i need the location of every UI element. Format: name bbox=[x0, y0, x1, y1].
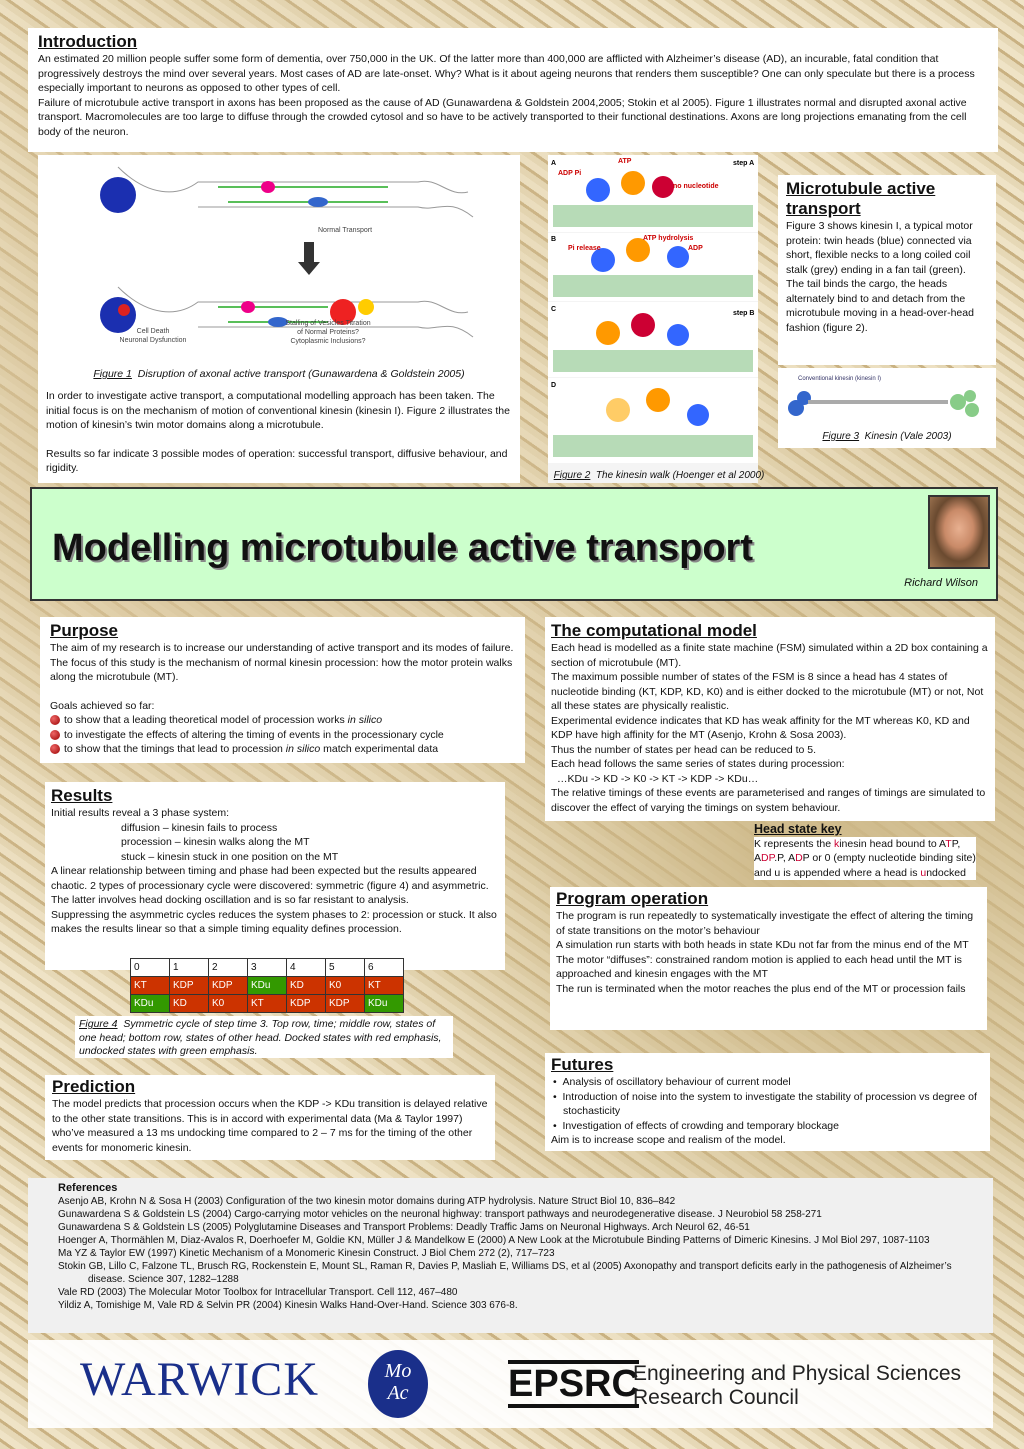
list-item: • Investigation of effects of crowding and temporary blockage bbox=[553, 1119, 839, 1132]
neuron-icon bbox=[100, 177, 136, 333]
approach-text-2: Results so far indicate 3 possible modes of operation: successful transport, diffusive behaviour, and rigidity. bbox=[46, 447, 508, 474]
reference-item: Yildiz A, Tomishige M, Vale RD & Selvin PR (2004) Kinesin Walks Hand-Over-Hand. Science 303 676-8. bbox=[58, 1300, 518, 1311]
references-title: References bbox=[58, 1182, 118, 1194]
key-part: DP bbox=[761, 852, 775, 864]
approach-text bbox=[46, 389, 512, 476]
goal-3-tail: match experimental data bbox=[320, 743, 439, 755]
reference-item: Hoenger A, Thormählen M, Diaz-Avalos R, Doerhoefer M, Goldie KN, Müller J & Mandelkow E (2000) A New Look at the Microtubule Binding Patterns of Dimeric Kinesins. J Mol Biol 297, 1087-1103 bbox=[58, 1235, 930, 1246]
table-cell: K0 bbox=[209, 995, 248, 1013]
goal-item bbox=[50, 713, 515, 728]
bullet-icon bbox=[50, 715, 60, 725]
moac-logo-line-2: Ac bbox=[387, 1382, 409, 1404]
reference-item: Asenjo AB, Krohn N & Sosa H (2003) Configuration of the two kinesin motor domains during ATP hydrolysis. Nature Struct Biol 10, 836–842 bbox=[58, 1196, 676, 1207]
key-part: ndocked bbox=[926, 866, 966, 879]
cycle-table bbox=[130, 958, 404, 1013]
state-sequence: …KDu -> KD -> K0 -> KT -> KDP -> KDu… bbox=[557, 772, 759, 785]
table-row bbox=[131, 959, 404, 977]
key-part: P, A bbox=[754, 837, 961, 864]
fig2-atp-hydrolysis: ATP hydrolysis bbox=[643, 235, 694, 242]
key-part: u bbox=[920, 866, 927, 879]
model-text-5: Each head follows the same series of states during procession: bbox=[551, 758, 845, 770]
references-panel bbox=[28, 1178, 993, 1333]
model-text-4: Thus the number of states per head can be reduced to 5. bbox=[551, 743, 817, 756]
figure3-caption bbox=[778, 430, 996, 445]
fig3-label: Conventional kinesin (kinesin I) bbox=[798, 376, 882, 382]
figure1-panel bbox=[38, 155, 520, 483]
normal-transport-label: Normal Transport bbox=[318, 227, 373, 234]
program-text-3: The motor “diffuses”: constrained random motion is applied to each head until the MT is approached and kinesin engages with the MT bbox=[556, 953, 962, 980]
table-row bbox=[131, 995, 404, 1013]
fig2-atp: ATP bbox=[618, 158, 632, 165]
mt-transport-text-2: The tail binds the cargo, the heads alternately bind to and detach from the microtubule moving in a head-over-head fashion (figure 2). bbox=[786, 278, 974, 334]
futures-item-1: Analysis of oscillatory behaviour of current model bbox=[562, 1076, 791, 1088]
table-cell: 0 bbox=[131, 959, 170, 977]
epsrc-full-name bbox=[633, 1362, 961, 1410]
phase-item: procession – kinesin walks along the MT bbox=[121, 836, 310, 848]
epsrc-logo: EPSRC bbox=[508, 1360, 639, 1408]
table-cell: KDu bbox=[248, 977, 287, 995]
results-title: Results bbox=[51, 786, 113, 805]
futures-panel bbox=[545, 1053, 990, 1151]
fig2-label-c: C bbox=[551, 306, 557, 313]
mt-transport-panel bbox=[778, 175, 996, 365]
futures-title: Futures bbox=[551, 1055, 614, 1074]
model-text-2: The maximum possible number of states of the FSM is 8 since a head has 4 states of nucleotide binding (KT, KDP, KD, K0) and is either docked to the microtubule (MT) or not, Not all these states are physically realistic. bbox=[551, 671, 984, 712]
introduction-title: Introduction bbox=[38, 32, 138, 51]
figure2-caption-number: Figure 2 bbox=[553, 470, 591, 481]
futures-item-3: Investigation of effects of crowding and temporary blockage bbox=[562, 1119, 839, 1132]
reference-item: Stokin GB, Lillo C, Falzone TL, Brusch RG, Rockenstein E, Mount SL, Raman R, Davies P, Masliah E, Williams DS, et al (2005) Axonopathy and transport deficits early in the pathogenesis of Alzheimer’s disease. Science 307, 1282–1288 bbox=[58, 1261, 952, 1285]
reference-item: Gunawardena S & Goldstein LS (2005) Polyglutamine Diseases and Transport Problems: Deadly Traffic Jams on Neuronal Highways. Arch Neurol 62, 46-51 bbox=[58, 1222, 750, 1233]
program-text-4: The run is terminated when the motor reaches the plus end of the MT or procession fails bbox=[556, 982, 966, 995]
table-cell: 4 bbox=[287, 959, 326, 977]
table-cell: KT bbox=[131, 977, 170, 995]
goal-item bbox=[50, 728, 515, 743]
introduction-text-2: Failure of microtubule active transport in axons has been proposed as the cause of AD (Gunawardena & Goldstein 2004,2005; Stokin et al 2005). Figure 1 illustrates normal and disrupted axonal active transport. Macromolecules are too large to diffuse through the crowded cytosol and so have to be actively transported to their functional destinations. Axons are long projections emanating from the cell body of the neuron. bbox=[38, 96, 967, 138]
head-state-key-title: Head state key bbox=[754, 822, 842, 836]
results-text-3: Suppressing the asymmetric cycles reduces the system phases to 2: procession or stuck. It also makes the results linear so that a simple timing equality defines procession. bbox=[51, 908, 497, 935]
phase-item: diffusion – kinesin fails to process bbox=[121, 821, 278, 834]
program-text-1: The program is run repeatedly to systematically investigate the effect of altering the timing of state transitions on the motor’s behaviour bbox=[556, 910, 974, 937]
results-text-2: A linear relationship between timing and phase had been expected but the results appeared chaotic. 2 types of processionary cycle were discovered: symmetric (figure 4) and asymmetric. The latter involves head docking oscillation and is so far resistant to analysis. bbox=[51, 865, 489, 906]
prediction-title: Prediction bbox=[52, 1077, 136, 1096]
key-part: inesin head bound to A bbox=[839, 837, 946, 850]
introduction-panel bbox=[28, 28, 998, 152]
fig2-adp-pi: ADP Pi bbox=[558, 170, 582, 177]
model-text-1: Each head is modelled as a finite state machine (FSM) simulated within a 2D box containing a section of microtubule (MT). bbox=[551, 642, 988, 669]
author-name: Richard Wilson bbox=[904, 577, 978, 589]
fig2-label-d: D bbox=[551, 382, 557, 389]
fig2-no-nucleotide: no nucleotide bbox=[673, 183, 719, 190]
cell-death-line-1: Cell Death bbox=[136, 328, 170, 335]
key-part: T bbox=[945, 837, 952, 850]
goal-3-text: to show that the timings that lead to procession bbox=[64, 743, 286, 755]
model-title: The computational model bbox=[551, 621, 757, 640]
introduction-text-1: An estimated 20 million people suffer some form of dementia, over 750,000 in the UK. Of the latter more than 400,000 are afflicted with Alzheimer’s disease (AD), an incurable, fatal condition that progressively destroys the mind over several years. Most cases of AD are late-onset. Why? What is it about ageing neurons that renders them susceptible? One can only speculate but there is a process especially important to neurons as opposed to other types of cell. bbox=[38, 53, 975, 94]
cycle-table-wrap bbox=[130, 958, 404, 1013]
results-panel bbox=[45, 782, 505, 970]
figure4-caption-text: Symmetric cycle of step time 3. Top row, time; middle row, states of one head; bottom row, states of other head. Docked states with red emphasis, undocked states with green emphasis. bbox=[79, 1018, 442, 1057]
table-cell: KDP bbox=[287, 995, 326, 1013]
key-part: K represents the bbox=[754, 837, 834, 850]
table-cell: 1 bbox=[170, 959, 209, 977]
approach-text-1: In order to investigate active transport, a computational modelling approach has been taken. The initial focus is on the mechanism of motion of conventional kinesin (kinesin I). Figure 2 illustrates the motion of kinesin’s twin motor domains along a microtubule. bbox=[46, 390, 510, 431]
prediction-panel bbox=[45, 1075, 495, 1160]
model-text-6: The relative timings of these events are parameterised and ranges of timings are simulated to discover the effect of varying the timings on system behaviour. bbox=[551, 787, 986, 814]
cell-death-line-2: Neuronal Dysfunction bbox=[119, 337, 187, 344]
table-cell: 6 bbox=[365, 959, 404, 977]
results-text-1: Initial results reveal a 3 phase system: bbox=[51, 807, 229, 819]
moac-logo bbox=[368, 1350, 428, 1418]
goal-1-italic: in silico bbox=[347, 714, 383, 726]
figure3-diagram bbox=[778, 368, 996, 426]
fig2-adp: ADP bbox=[688, 245, 703, 252]
program-panel bbox=[550, 887, 987, 1030]
title-banner bbox=[30, 487, 998, 601]
key-part: D bbox=[795, 852, 803, 864]
figure4-caption-number: Figure 4 bbox=[79, 1018, 118, 1030]
program-title: Program operation bbox=[556, 889, 709, 908]
figure1-caption bbox=[38, 367, 520, 382]
fig2-label-b: B bbox=[551, 236, 557, 243]
table-cell: 3 bbox=[248, 959, 287, 977]
model-panel bbox=[545, 617, 995, 821]
figure4-caption bbox=[75, 1016, 453, 1058]
figure3-panel bbox=[778, 368, 996, 448]
table-cell: 2 bbox=[209, 959, 248, 977]
figure2-panel bbox=[548, 155, 765, 483]
goal-item bbox=[50, 742, 515, 757]
bullet-icon bbox=[50, 744, 60, 754]
table-row bbox=[131, 977, 404, 995]
stalling-line-1: Stalling of Vesicles Titration bbox=[285, 320, 371, 327]
epsrc-name-line-1: Engineering and Physical Sciences bbox=[633, 1362, 962, 1385]
figure3-caption-number: Figure 3 bbox=[822, 431, 860, 442]
stalling-label bbox=[263, 319, 393, 346]
goals-heading: Goals achieved so far: bbox=[50, 699, 155, 712]
figure1-caption-number: Figure 1 bbox=[93, 368, 132, 380]
table-cell: KD bbox=[170, 995, 209, 1013]
model-text-3: Experimental evidence indicates that KD has weak affinity for the MT whereas K0, KD and KDP have high affinity for the MT (Asenjo, Krohn & Sosa 2003). bbox=[551, 714, 970, 741]
logo-strip bbox=[28, 1340, 993, 1428]
table-cell: KDP bbox=[209, 977, 248, 995]
stalling-line-3: Cytoplasmic Inclusions? bbox=[290, 338, 366, 345]
purpose-title: Purpose bbox=[50, 621, 119, 640]
table-cell: KDP bbox=[326, 995, 365, 1013]
head-state-key-text bbox=[754, 837, 976, 881]
fig2-label-a: A bbox=[551, 160, 557, 167]
arrow-down-icon bbox=[298, 262, 320, 275]
goal-3-italic: in silico bbox=[285, 743, 321, 755]
phase-item: stuck – kinesin stuck in one position on the MT bbox=[121, 850, 339, 863]
figure2-caption-text: The kinesin walk (Hoenger et al 2000) bbox=[595, 470, 765, 481]
program-text-2: A simulation run starts with both heads in state KDu not far from the minus end of the MT bbox=[556, 939, 969, 951]
stalling-line-2: of Normal Proteins? bbox=[297, 329, 359, 336]
mt-transport-text-1: Figure 3 shows kinesin I, a typical motor protein: twin heads (blue) connected via short, flexible necks to a long coiled coil stalk (grey) ending in a fan tail (green). bbox=[786, 220, 973, 276]
reference-item: Vale RD (2003) The Molecular Motor Toolbox for Intracellular Transport. Cell 112, 467–480 bbox=[58, 1287, 458, 1298]
figure2-caption bbox=[534, 469, 784, 484]
figure2-diagram bbox=[548, 155, 758, 465]
key-part: .P, A bbox=[774, 852, 796, 864]
table-cell: KT bbox=[248, 995, 287, 1013]
table-cell: K0 bbox=[326, 977, 365, 995]
moac-logo-line-1: Mo bbox=[384, 1360, 412, 1382]
prediction-text: The model predicts that procession occurs when the KDP -> KDu transition is delayed relative to the other state transitions. This is in accord with experimental data (Ma & Taylor 1997) who’ve measured a 13 ms undocking time compared to 2 – 7 ms for the timing of the other events for monomeric kinesin. bbox=[52, 1098, 488, 1154]
figure1-caption-text: Disruption of axonal active transport (Gunawardena & Goldstein 2005) bbox=[137, 368, 465, 380]
figure3-caption-text: Kinesin (Vale 2003) bbox=[864, 431, 952, 442]
futures-aim: Aim is to increase scope and realism of the model. bbox=[551, 1134, 786, 1146]
fig2-step-b: step B bbox=[733, 310, 755, 317]
futures-item-2: Introduction of noise into the system to investigate the stability of procession vs degree of stochasticity bbox=[562, 1090, 977, 1117]
key-part: P or 0 (empty nucleotide binding site) and u is appended where a head is bbox=[754, 852, 976, 879]
purpose-panel bbox=[40, 617, 525, 763]
table-cell: KT bbox=[365, 977, 404, 995]
purpose-text: The aim of my research is to increase our understanding of active transport and its modes of failure. The focus of this study is the mechanism of normal kinesin procession: how the motor protein walks along the microtubule (MT). bbox=[50, 642, 514, 683]
table-cell: KDP bbox=[170, 977, 209, 995]
mt-transport-title: Microtubule active transport bbox=[786, 179, 936, 218]
cell-death-label bbox=[98, 327, 208, 345]
goal-2-text: to investigate the effects of altering the timing of events in the processionary cycle bbox=[64, 728, 444, 741]
warwick-logo: WARWICK bbox=[80, 1353, 319, 1406]
reference-item: Ma YZ & Taylor EW (1997) Kinetic Mechanism of a Monomeric Kinesin Construct. J Biol Chem 272 (2), 717–723 bbox=[58, 1248, 555, 1259]
fig2-step-a: step A bbox=[733, 160, 755, 167]
table-cell: 5 bbox=[326, 959, 365, 977]
fig2-pi-release: Pi release bbox=[568, 245, 601, 252]
key-part: k bbox=[833, 837, 840, 850]
table-cell: KDu bbox=[365, 995, 404, 1013]
epsrc-name-line-2: Research Council bbox=[633, 1386, 799, 1409]
table-cell: KD bbox=[287, 977, 326, 995]
avatar bbox=[928, 495, 990, 569]
reference-item: Gunawardena S & Goldstein LS (2004) Cargo-carrying motor vehicles on the neuronal highway: transport pathways and neurodegenerative disease. J Neurobiol 58 258-271 bbox=[58, 1209, 822, 1220]
list-item: • Introduction of noise into the system to investigate the stability of procession vs degree of stochasticity bbox=[553, 1090, 977, 1117]
goal-1-text: to show that a leading theoretical model of procession works bbox=[64, 714, 348, 726]
poster-title: Modelling microtubule active transport bbox=[52, 527, 753, 569]
table-cell: KDu bbox=[131, 995, 170, 1013]
list-item: • Analysis of oscillatory behaviour of current model bbox=[553, 1076, 791, 1088]
bullet-icon bbox=[50, 730, 60, 740]
